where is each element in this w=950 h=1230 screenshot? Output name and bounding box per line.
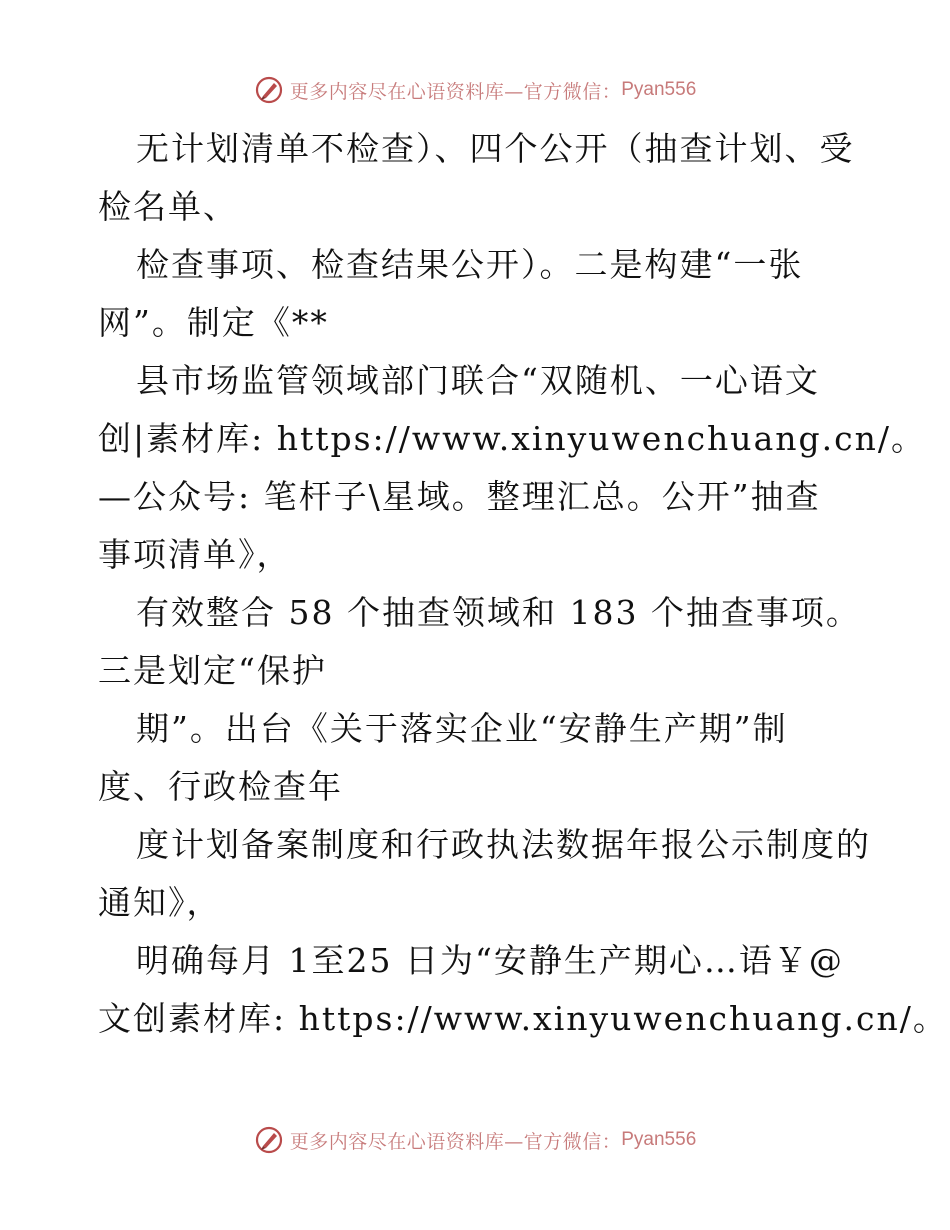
body-line: 无计划清单不检查）、四个公开（抽查计划、受 [136, 129, 855, 168]
body-line: 有效整合 58 个抽查领域和 183 个抽查事项。 [136, 593, 861, 632]
document-body [98, 120, 948, 1048]
body-line: 文创素材库: https://www.xinyuwenchuang.cn/。 [98, 999, 948, 1038]
body-line: 通知》， [98, 883, 222, 922]
pen-logo-icon [254, 75, 284, 105]
header-banner-text: 更多内容尽在心语资料库—官方微信： [289, 80, 622, 103]
body-line: 期”。出台《关于落实企业“安静生产期”制 [136, 709, 788, 748]
body-line: 检查事项、检查结果公开）。二是构建“一张 [136, 245, 804, 284]
body-line: 县市场监管领域部门联合“双随机、一心语文 [136, 361, 820, 400]
header-banner [0, 70, 950, 110]
footer-banner-id: Pyan556 [621, 1129, 697, 1150]
body-line: 度、行政检查年 [98, 767, 343, 806]
header-banner-id: Pyan556 [621, 79, 697, 100]
pen-logo-icon [254, 1125, 284, 1155]
body-line: 明确每月 1至25 日为“安静生产期心…语￥@ [136, 941, 844, 980]
footer-banner-text: 更多内容尽在心语资料库—官方微信： [289, 1130, 622, 1153]
body-line: 三是划定“保护 [98, 651, 327, 690]
body-line: 检名单、 [98, 187, 238, 226]
body-line: 事项清单》， [98, 535, 292, 574]
body-line: 创|素材库: https://www.xinyuwenchuang.cn/。 [98, 419, 926, 458]
body-line: —公众号: 笔杆子\星域。整理汇总。公开”抽查 [98, 477, 821, 516]
footer-banner [0, 1120, 950, 1160]
body-line: 度计划备案制度和行政执法数据年报公示制度的 [136, 825, 871, 864]
body-line: 网”。制定《** [98, 303, 329, 342]
